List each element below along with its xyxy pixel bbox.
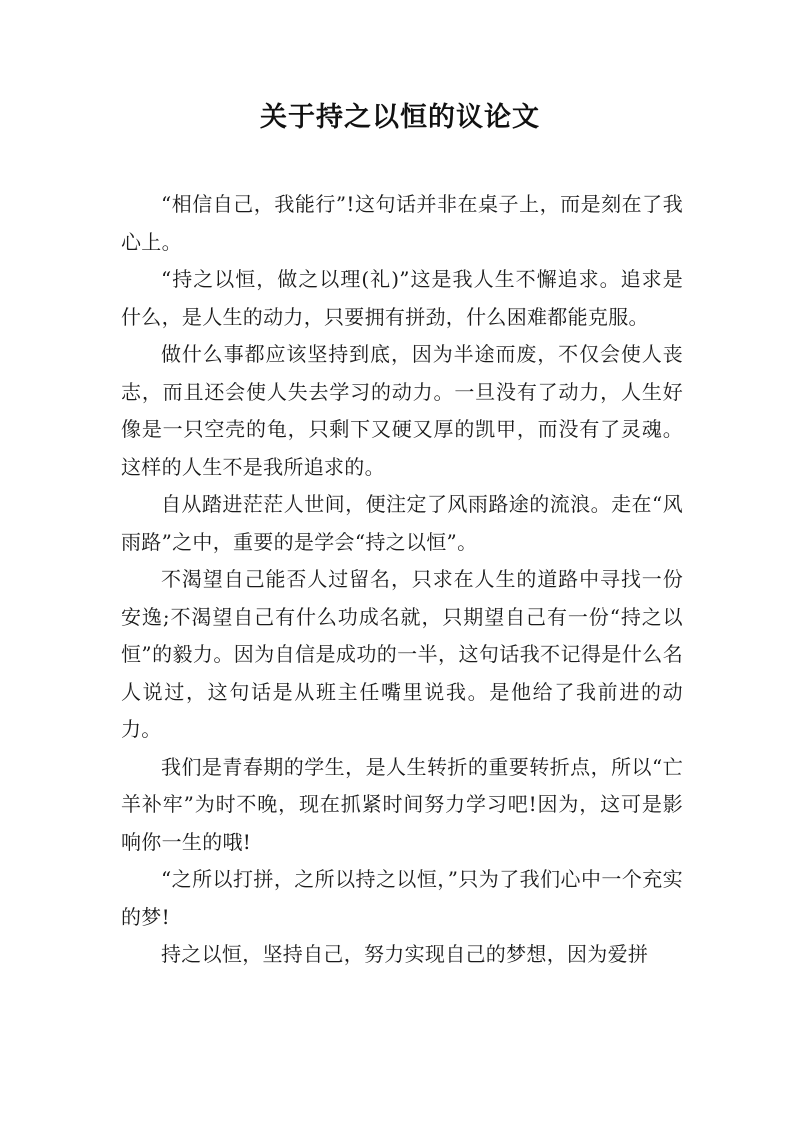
paragraph: “之所以打拼，之所以持之以恒，”只为了我们心中一个充实的梦!	[121, 867, 683, 929]
paragraph: 自从踏进茫茫人世间，便注定了风雨路途的流浪。走在“风雨路”之中，重要的是学会“持之以恒”。	[121, 492, 683, 554]
paragraph: 持之以恒，坚持自己，努力实现自己的梦想，因为爱拼	[161, 942, 649, 966]
document-body	[121, 186, 683, 974]
paragraph: 做什么事都应该坚持到底，因为半途而废，不仅会使人丧志，而且还会使人失去学习的动力。一旦没有了动力，人生好像是一只空壳的龟，只剩下又硬又厚的凯甲，而没有了灵魂。这样的人生不是我所追求的。	[121, 342, 683, 479]
document-title: 关于持之以恒的议论文	[260, 102, 540, 133]
paragraph: 我们是青春期的学生，是人生转折的重要转折点，所以“亡羊补牢”为时不晚，现在抓紧时间努力学习吧!因为，这可是影响你一生的哦!	[121, 754, 683, 854]
paragraph: “相信自己，我能行”!这句话并非在桌子上，而是刻在了我心上。	[121, 192, 683, 254]
paragraph: “持之以恒，做之以理(礼)”这是我人生不懈追求。追求是什么，是人生的动力，只要拥有拼劲，什么困难都能克服。	[121, 267, 683, 329]
paragraph: 不渴望自己能否人过留名，只求在人生的道路中寻找一份安逸;不渴望自己有什么功成名就，只期望自己有一份“持之以恒”的毅力。因为自信是成功的一半，这句话我不记得是什么名人说过，这句话是从班主任嘴里说我。是他给了我前进的动力。	[121, 567, 683, 741]
